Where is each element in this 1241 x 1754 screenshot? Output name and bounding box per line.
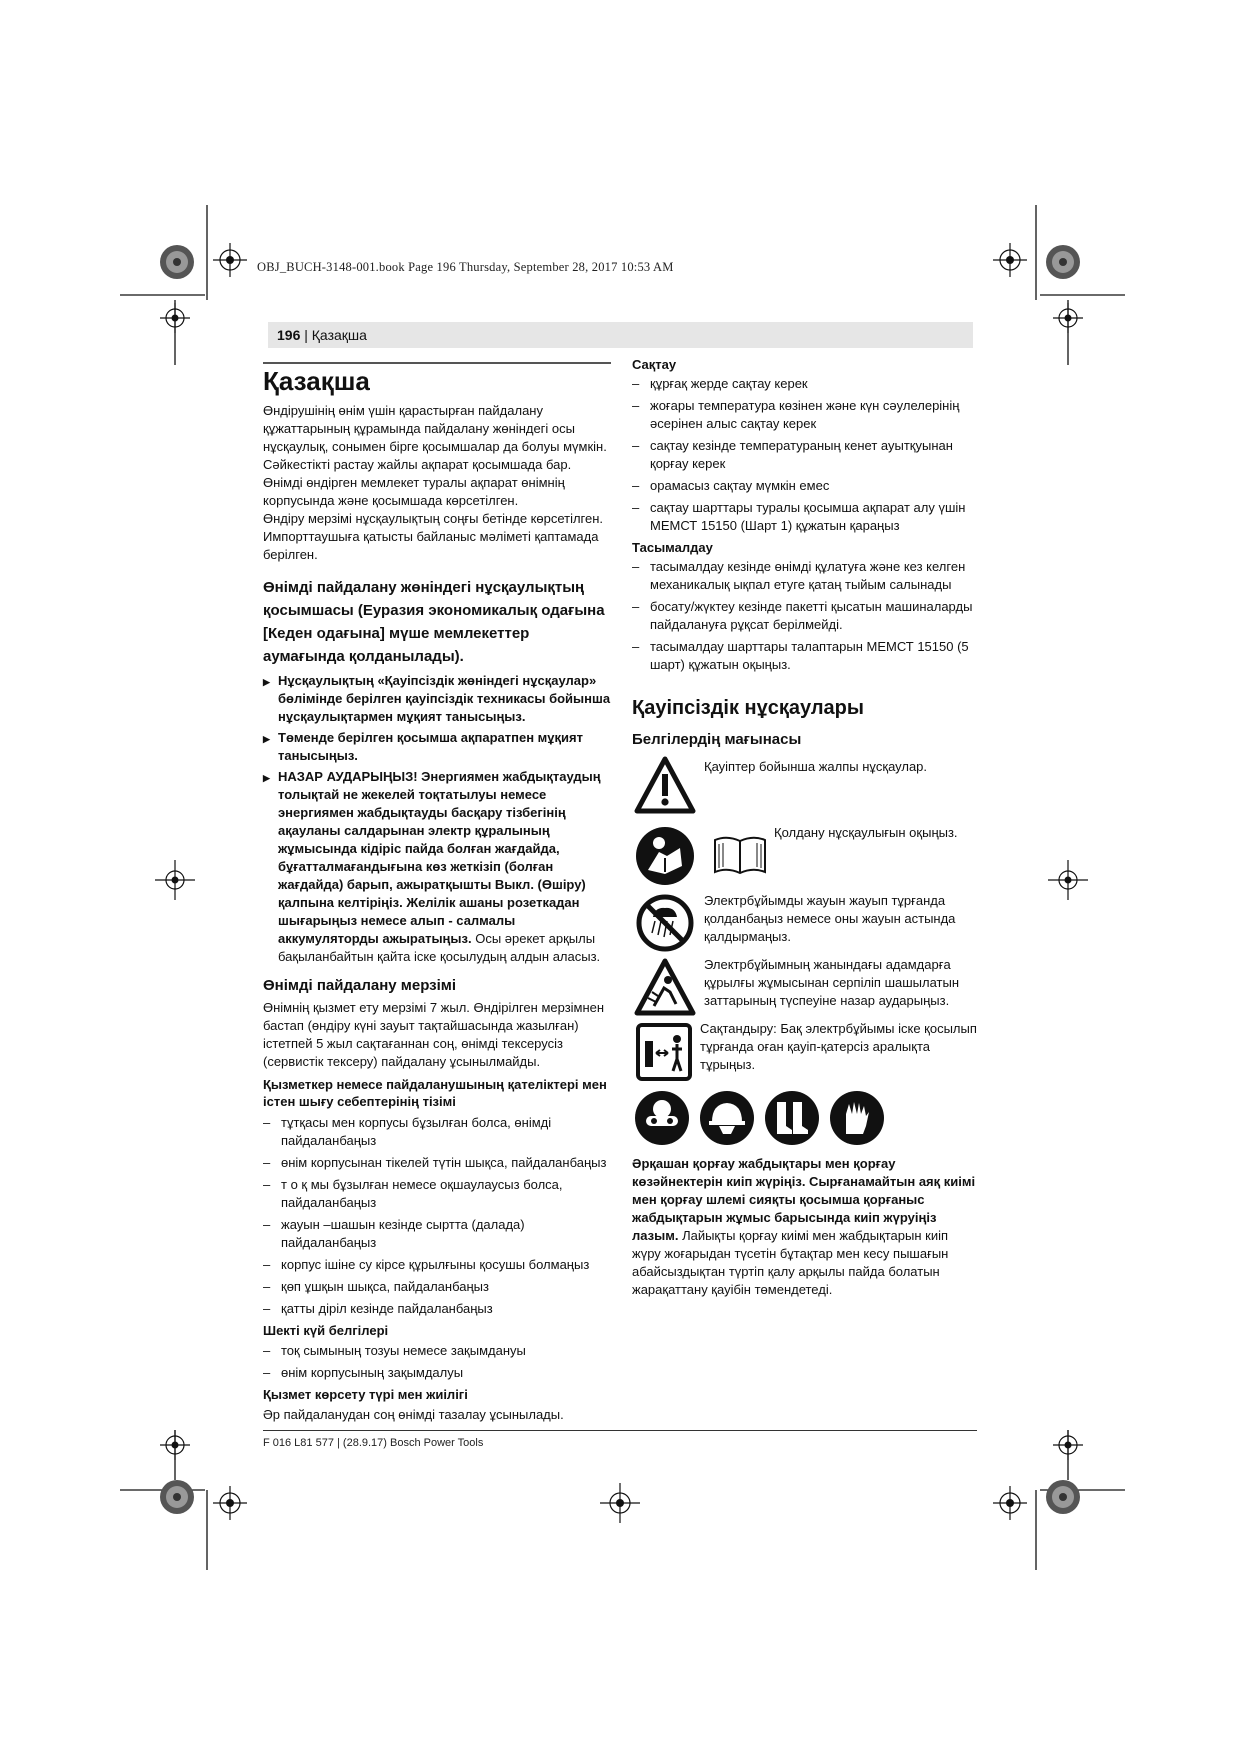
left-column-rule — [263, 362, 611, 364]
left-column — [263, 366, 611, 1424]
boots-icon — [764, 1090, 820, 1151]
errors-list — [263, 1114, 611, 1318]
ppe-bold: Әрқашан қорғау жабдықтары мен қорғау көзәйнектерін киіп жүріңіз. Сырғанамайтын аяқ киімі мен қорғау шлемі сияқты қосымша қорғаныс жабдықтарын жұмыс барысында киіп жүруіңіз лазым. — [632, 1156, 976, 1243]
list-item: – тасымалдау кезінде өнімді құлатуға және кез келген механикалық ықпал етуге қатаң тыйым салынады — [632, 558, 977, 594]
goggles-icon — [634, 1090, 690, 1151]
book-icon — [712, 834, 768, 883]
flying-debris-icon — [634, 958, 696, 1021]
safety-title: Қауіпсіздік нұсқаулары — [632, 697, 864, 719]
symbol-text: Қолдану нұсқаулығын оқыңыз. — [774, 825, 958, 840]
footer-rule — [263, 1430, 977, 1431]
annex-heading: Өнімді пайдалану жөніндегі нұсқаулықтың қосымшасы (Еуразия экономикалық одағына [Кеден одағына] мүше мемлекеттер аумағында қолданылады). — [263, 579, 605, 665]
list-item — [263, 768, 611, 966]
read-manual-icon — [635, 826, 695, 891]
intro-block — [263, 402, 611, 564]
footer-text: F 016 L81 577 | (28.9.17) Bosch Power Tools — [263, 1437, 484, 1449]
intro-paragraph: Өнімді өндірген мемлекет туралы ақпарат өнімнің корпусында және қосымшада көрсетілген. — [263, 475, 565, 508]
limit-list — [263, 1342, 611, 1382]
transport-list — [632, 558, 977, 674]
service-life-text: Өнімнің қызмет ету мерзімі 7 жыл. Өндірілген мерзімнен бастап (өндіру күні зауыт тақтайшасында жазылған) істетпей 5 жыл сақтағаннан соң, өнімді тексерусіз (сервистік тексеру) пайдалану ұсынылмайды. — [263, 1000, 605, 1069]
symbol-text: Электрбұйымды жауын жауып тұрғанда қолданбаңыз немесе оны жауын астында қалдырмаңыз. — [704, 893, 956, 944]
service-life-heading: Өнімді пайдалану мерзімі — [263, 977, 457, 994]
list-item: – тасымалдау шарттары талаптарын МЕМСТ 15150 (5 шарт) құжатын оқыңыз. — [632, 638, 977, 674]
right-column — [632, 356, 977, 751]
intro-paragraph: Сәйкестікті растау жайлы ақпарат қосымшада бар. — [263, 457, 572, 472]
annex-list — [263, 672, 611, 966]
limit-heading: Шекті күй белгілері — [263, 1323, 389, 1338]
symbol-text: Сақтандыру: Бақ электрбұйымы іске қосылып тұрғанда оған қауіп-қатерсіз аралықта тұрыңыз. — [700, 1021, 977, 1072]
running-header: 196 | Қазақша — [268, 322, 973, 348]
service-heading: Қызмет көрсету түрі мен жиілігі — [263, 1387, 468, 1402]
list-item: – сақтау кезінде температураның кенет ауытқуынан қорғау керек — [632, 437, 977, 473]
list-item: – құрғақ жерде сақтау керек — [632, 375, 977, 393]
helmet-icon — [699, 1090, 755, 1151]
list-item: – өнім корпусының зақымдалуы — [263, 1364, 611, 1382]
attention-bold: НАЗАР АУДАРЫҢЫЗ! Энергиямен жабдықтаудың толықтай не жекелей тоқтатылуы немесе энергиямен жабдықтауды басқару тізбегінің ақауланы салдарынан электр құралының жұмысында кідіріс пайда болған жағдайда, бұғатталмағандығына көз жеткізіп (болған жағдайда) барып, ажыратқышты Выкл. (Өшіру) қалпына келтіріңіз. Желілік ашаны розеткадан шығарыңыз немесе алып - салмалы аккумуляторды ажыратыңыз. — [278, 769, 601, 946]
page-number: 196 — [277, 327, 301, 343]
list-item: ▶ Төменде берілген қосымша ақпаратпен мұқият танысыңыз. — [263, 729, 611, 765]
list-item: – сақтау шарттары туралы қосымша ақпарат алу үшін МЕМСТ 15150 (Шарт 1) құжатын қараңыз — [632, 499, 977, 535]
list-item: – тұтқасы мен корпусы бұзылған болса, өнімді пайдаланбаңыз — [263, 1114, 611, 1150]
keep-distance-icon — [636, 1023, 692, 1086]
list-item: – корпус ішіне су кірсе құрылғыны қосушы болмаңыз — [263, 1256, 611, 1274]
symbol-text: Қауіптер бойынша жалпы нұсқаулар. — [704, 759, 928, 774]
page-title: Қазақша — [263, 366, 370, 396]
slug-line: OBJ_BUCH-3148-001.book Page 196 Thursday, September 28, 2017 10:53 AM — [257, 260, 674, 274]
warning-triangle-icon — [634, 756, 696, 819]
symbols-heading: Белгілердің мағынасы — [632, 731, 802, 748]
list-item: ▶ Нұсқаулықтың «Қауіпсіздік жөніндегі нұсқаулар» бөлімінде берілген қауіпсіздік техникасы бойынша нұсқаулықтармен мұқият танысыңыз. — [263, 672, 611, 726]
list-item: – босату/жүктеу кезінде пакетті қысатын машиналарды пайдалануға рұқсат берілмейді. — [632, 598, 977, 634]
service-text: Әр пайдаланудан соң өнімді тазалау ұсынылады. — [263, 1407, 564, 1422]
header-section: Қазақша — [311, 327, 367, 343]
transport-heading: Тасымалдау — [632, 540, 713, 555]
storage-list — [632, 375, 977, 535]
list-item: – жоғары температура көзінен және күн сәулелерінің әсерінен алыс сақтау керек — [632, 397, 977, 433]
list-item: – т о қ мы бұзылған немесе оқшаулаусыз болса, пайдаланбаңыз — [263, 1176, 611, 1212]
list-item: – орамасыз сақтау мүмкін емес — [632, 477, 977, 495]
no-rain-icon — [635, 893, 695, 958]
gloves-icon — [829, 1090, 885, 1151]
list-item: – қатты діріл кезінде пайдаланбаңыз — [263, 1300, 611, 1318]
list-item: – жауын –шашын кезінде сыртта (далада) пайдаланбаңыз — [263, 1216, 611, 1252]
list-item: – өнім корпусынан тікелей түтін шықса, пайдаланбаңыз — [263, 1154, 611, 1172]
intro-paragraph: Өндірушінің өнім үшін қарастырған пайдалану құжаттарының құрамында пайдалану жөніндегі осы нұсқаулық, сонымен бірге қосымшалар да болуы мүмкін. — [263, 403, 607, 454]
attention-normal: Осы әрекет арқылы бақыланбайтын қайта іске қосылудың алдын аласыз. — [278, 931, 601, 964]
ppe-paragraph — [632, 1155, 977, 1299]
intro-paragraph: Өндіру мерзімі нұсқаулықтың соңғы бетінде көрсетілген. — [263, 511, 604, 526]
list-item: – тоқ сымының тозуы немесе зақымдануы — [263, 1342, 611, 1360]
errors-heading: Қызметкер немесе пайдаланушының қателіктері мен істен шығу себептерінің тізімі — [263, 1077, 607, 1109]
intro-paragraph: Импорттаушыға қатысты байланыс мәліметі қаптамада берілген. — [263, 529, 599, 562]
symbol-text: Электрбұйымның жанындағы адамдарға құрылғы жұмысынан серпіліп шашылатын заттарының түспеуіне назар аударыңыз. — [704, 957, 960, 1008]
list-item: – қөп ұшқын шықса, пайдаланбаңыз — [263, 1278, 611, 1296]
ppe-normal: Лайықты қорғау киімі мен жабдықтарын киіп жүру жоғарыдан түсетін бұтақтар мен кесу пышағын абайсыздықтан түртіп қалу арқылы пайда болатын жарақаттану қауібін төмендетеді. — [632, 1228, 949, 1297]
storage-heading: Сақтау — [632, 357, 677, 372]
